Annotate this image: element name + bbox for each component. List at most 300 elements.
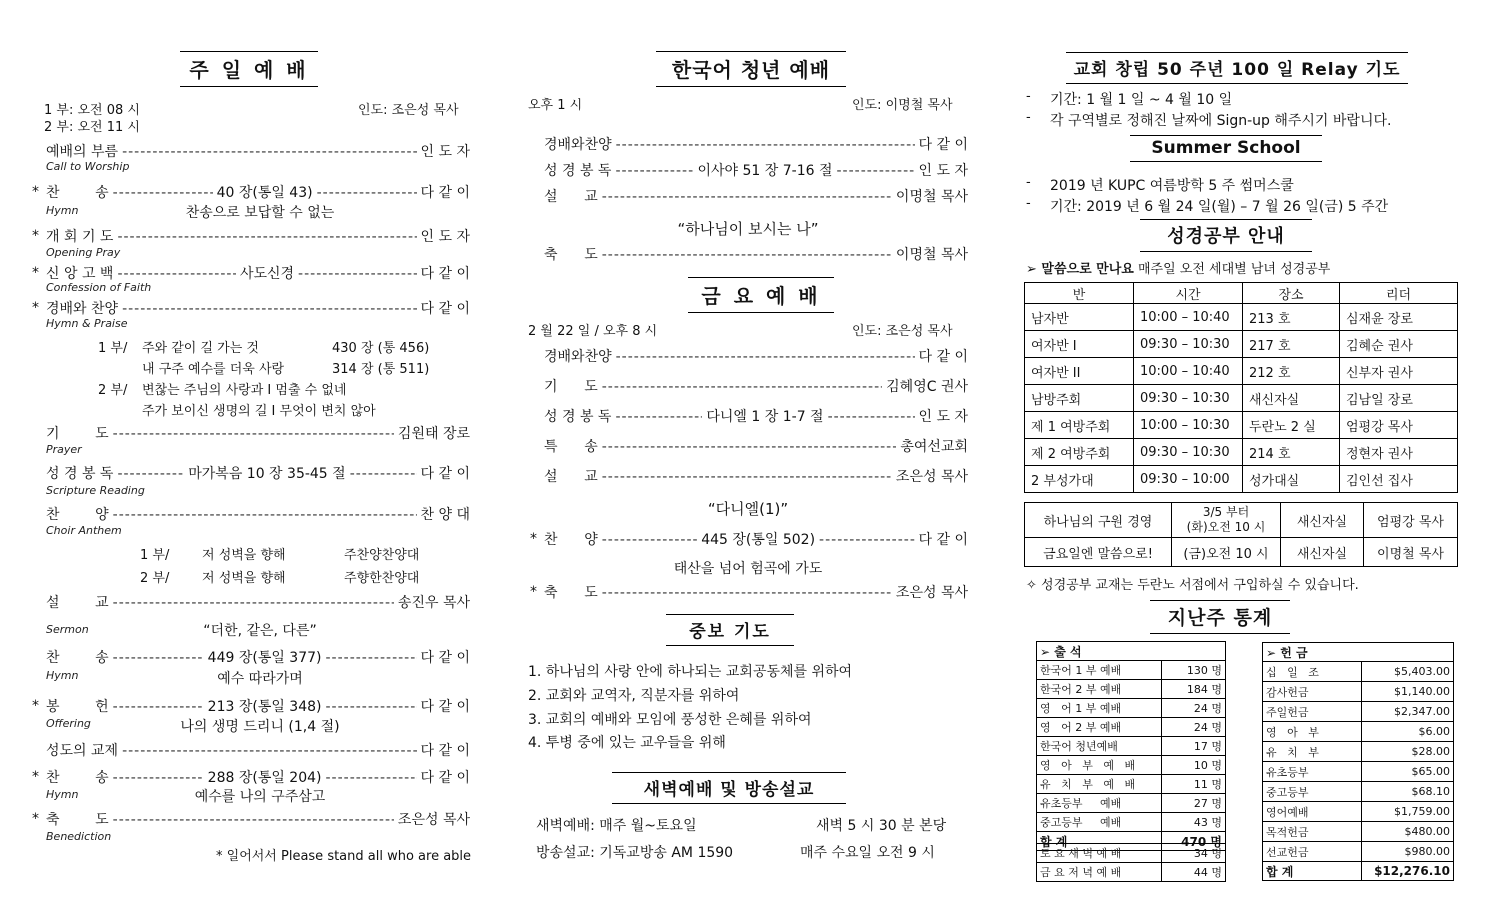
table-header-row	[1025, 283, 1458, 304]
order-label: 성 경 봉 독	[46, 466, 114, 482]
class-time: 09:30 – 10:00	[1134, 466, 1243, 493]
attendance-label: 한국어 1 부 예배	[1037, 661, 1162, 680]
prayer-item: 2. 교회와 교역자, 직분자를 위하여	[528, 688, 740, 704]
attendance-value: 34 명	[1162, 844, 1226, 863]
dotted-leader	[113, 185, 213, 201]
order-detail: 213 장(통일 348)	[207, 699, 322, 715]
broadcast-info: 방송설교: 기독교방송 AM 1590	[536, 845, 734, 861]
table-row	[1025, 331, 1458, 358]
dotted-leader	[616, 137, 915, 153]
class-name: 제 1 여방주회	[1025, 412, 1134, 439]
praise-num: 430 장 (통 456)	[332, 341, 430, 356]
order-label: 축 도	[544, 585, 598, 601]
friday-hymn-sub: 태산을 넘어 험곡에 가도	[673, 561, 823, 577]
praise-num: 314 장 (통 511)	[332, 362, 430, 377]
class-leader: 엄평강 목사	[1364, 503, 1458, 538]
order-person: 인 도 자	[918, 163, 969, 179]
standing-mark: *	[32, 265, 39, 281]
attendance-value: 10 명	[1162, 756, 1226, 775]
order-label: 봉 헌	[46, 699, 109, 715]
order-item	[46, 141, 470, 161]
order-person: 인 도 자	[918, 409, 968, 425]
youth-leader: 인도: 이명철 목사	[852, 98, 953, 113]
offering-value: $5,403.00	[1362, 662, 1454, 682]
order-label: 경배와찬양	[544, 349, 612, 365]
standing-mark: *	[32, 811, 39, 827]
order-person: 인 도 자	[420, 144, 470, 160]
order-english: Hymn & Praise	[46, 317, 128, 330]
attendance-value: 43 명	[1162, 813, 1226, 832]
order-person: 찬 양 대	[420, 507, 470, 523]
dawn-worship-time: 새벽 5 시 30 분 본당	[816, 818, 947, 834]
class-room: 213 호	[1243, 304, 1340, 331]
order-person: 다 같 이	[918, 532, 968, 548]
offering-label: 주일헌금	[1263, 702, 1362, 722]
summer-school-title: Summer School	[1130, 135, 1322, 162]
youth-worship-title: 한국어 청년 예배	[656, 51, 846, 87]
dotted-leader	[122, 301, 416, 317]
table-row	[1037, 863, 1226, 882]
order-item	[544, 529, 968, 549]
order-person: 총여선교회	[900, 439, 968, 455]
dotted-leader	[113, 595, 394, 611]
attendance-value: 130 명	[1162, 661, 1226, 680]
table-row	[1263, 722, 1454, 742]
offering-value: $68.10	[1362, 782, 1454, 802]
dotted-leader	[602, 247, 892, 263]
praise-part: 2 부/	[98, 383, 128, 398]
dotted-leader	[602, 379, 882, 395]
order-english: Benediction	[46, 830, 112, 843]
order-item	[544, 466, 968, 486]
offering-label: 중고등부	[1263, 782, 1362, 802]
class-name: 하나님의 구원 경영	[1025, 503, 1172, 538]
order-subtitle: 예수를 나의 구주삼고	[194, 789, 326, 805]
offering-value: $28.00	[1362, 742, 1454, 762]
order-detail: 449 장(통일 377)	[207, 650, 322, 666]
order-english: Sermon	[46, 623, 89, 636]
table-row	[1025, 439, 1458, 466]
order-detail: 사도신경	[239, 266, 295, 282]
order-label: 축 도	[544, 247, 598, 263]
order-detail: 288 장(통일 204)	[207, 770, 322, 786]
order-person: 이명철 목사	[895, 247, 968, 263]
col-header: 장소	[1243, 283, 1340, 304]
choir-team: 주찬양찬양대	[344, 548, 420, 563]
table-row	[1025, 358, 1458, 385]
offering-value: $1,759.00	[1362, 802, 1454, 822]
class-time: 10:00 – 10:40	[1134, 304, 1243, 331]
order-subtitle: 찬송으로 보답할 수 없는	[185, 205, 335, 221]
order-label: 기 도	[544, 379, 598, 395]
relay-item: 기간: 1 월 1 일 ~ 4 월 10 일	[1050, 92, 1233, 108]
choir-team: 주향한찬양대	[344, 571, 420, 586]
offering-label: 목적헌금	[1263, 822, 1362, 842]
dotted-leader	[113, 699, 204, 715]
order-label: 찬 양	[544, 532, 598, 548]
order-person: 다 같 이	[420, 466, 470, 482]
class-room: 새신자실	[1281, 538, 1364, 567]
table-row	[1037, 756, 1226, 775]
order-detail: 마가복음 10 장 35-45 절	[188, 466, 346, 482]
order-label: 설 교	[544, 189, 598, 205]
order-label: 축 도	[46, 812, 109, 828]
order-label: 예배의 부름	[46, 144, 119, 160]
class-leader: 엄평강 목사	[1340, 412, 1458, 439]
summer-item: 기간: 2019 년 6 월 24 일(월) – 7 월 26 일(금) 5 주간	[1050, 199, 1389, 215]
order-label: 경배와찬양	[544, 137, 612, 153]
class-time	[1172, 503, 1281, 538]
order-item	[544, 376, 968, 396]
offering-label: 감사헌금	[1263, 682, 1362, 702]
order-item	[544, 436, 968, 456]
summer-bullet: -	[1026, 175, 1031, 190]
col-header: 리더	[1340, 283, 1458, 304]
table-row	[1037, 794, 1226, 813]
order-english: Call to Worship	[46, 160, 130, 173]
order-english: Prayer	[46, 443, 82, 456]
table-row	[1025, 304, 1458, 331]
offering-table	[1262, 642, 1454, 881]
table-row	[1037, 661, 1226, 680]
order-subtitle: 예수 따라가며	[217, 671, 303, 687]
attendance-head: ➢ 출 석	[1037, 642, 1226, 661]
table-row	[1263, 742, 1454, 762]
dotted-leader	[615, 163, 693, 179]
dotted-leader	[326, 650, 417, 666]
offering-label: 영 아 부	[1263, 722, 1362, 742]
class-name: 제 2 여방주회	[1025, 439, 1134, 466]
order-detail: 40 장(통일 43)	[216, 185, 313, 201]
order-person: 다 같 이	[420, 699, 470, 715]
attendance-table	[1036, 641, 1226, 851]
attendance-label: 금 요 저 녁 예 배	[1037, 863, 1162, 882]
standing-mark: *	[32, 228, 39, 244]
attendance-head-row	[1037, 642, 1226, 661]
bible-extra-table	[1024, 502, 1458, 567]
order-english: Confession of Faith	[46, 281, 152, 294]
standing-mark: *	[32, 769, 39, 785]
offering-head: ➢ 헌 금	[1263, 643, 1454, 662]
order-label: 찬 송	[46, 185, 109, 201]
praise-song: 주와 같이 길 가는 것	[142, 341, 259, 356]
table-row	[1037, 699, 1226, 718]
relay-item: 각 구역별로 정해진 날짜에 Sign-up 해주시기 바랍니다.	[1050, 113, 1392, 129]
dotted-leader	[616, 349, 915, 365]
order-person: 김원태 장로	[397, 426, 470, 442]
order-item	[544, 406, 968, 426]
attendance-value: 44 명	[1162, 863, 1226, 882]
class-leader: 신부자 권사	[1340, 358, 1458, 385]
dotted-leader	[117, 229, 416, 245]
dotted-leader	[828, 409, 915, 425]
class-leader: 이명철 목사	[1364, 538, 1458, 567]
dotted-leader	[113, 507, 417, 523]
table-row	[1025, 503, 1458, 538]
table-row	[1263, 802, 1454, 822]
dotted-leader	[602, 469, 892, 485]
service-time-1: 1 부: 오전 08 시	[44, 103, 140, 118]
offering-value: $65.00	[1362, 762, 1454, 782]
class-time-text: (화)오전 10 시	[1186, 520, 1266, 534]
dotted-leader	[326, 699, 417, 715]
order-item	[46, 592, 470, 612]
dotted-leader	[602, 439, 897, 455]
dotted-leader	[113, 426, 394, 442]
offering-total-value: $12,276.10	[1362, 862, 1454, 881]
order-english: Opening Pray	[46, 246, 121, 259]
choir-part: 2 부/	[140, 571, 170, 586]
choir-part: 1 부/	[140, 548, 170, 563]
table-row	[1263, 702, 1454, 722]
class-start: 3/5 부터	[1202, 505, 1250, 519]
dotted-leader	[298, 266, 416, 282]
praise-song: 주가 보이신 생명의 길 I 무엇이 변치 않아	[142, 404, 376, 419]
order-item	[544, 186, 968, 206]
order-person: 다 같 이	[420, 770, 470, 786]
dotted-leader	[326, 770, 417, 786]
attendance-total-label: 합 계	[1037, 832, 1162, 851]
dawn-worship-title: 새벽예배 및 방송설교	[612, 772, 846, 804]
order-person: 김혜영C 권사	[886, 379, 968, 395]
friday-leader: 인도: 조은성 목사	[852, 324, 953, 339]
order-person: 송진우 목사	[397, 595, 470, 611]
order-detail: 이사야 51 장 7-16 절	[697, 163, 833, 179]
offering-total-label: 합 계	[1263, 862, 1362, 881]
table-row	[1025, 466, 1458, 493]
youth-sermon-title: “하나님이 보시는 나”	[677, 220, 819, 238]
bible-study-title: 성경공부 안내	[1140, 219, 1312, 252]
dotted-leader	[602, 189, 892, 205]
class-name: 2 부성가대	[1025, 466, 1134, 493]
order-label: 경배와 찬양	[46, 301, 119, 317]
prayer-item: 4. 투병 중에 있는 교우들을 위해	[528, 735, 726, 751]
stats-title: 지난주 통계	[1150, 600, 1290, 634]
offering-total-row	[1263, 862, 1454, 881]
order-label: 찬 송	[46, 650, 109, 666]
order-label: 찬 송	[46, 770, 109, 786]
dotted-leader	[350, 466, 417, 482]
youth-time: 오후 1 시	[528, 98, 583, 113]
dotted-leader	[317, 185, 417, 201]
order-item	[46, 182, 470, 202]
order-person: 다 같 이	[918, 137, 968, 153]
attendance-value: 27 명	[1162, 794, 1226, 813]
order-person: 다 같 이	[918, 349, 968, 365]
praise-song: 변찮는 주님의 사랑과 I 멈출 수 없네	[142, 383, 347, 398]
table-row	[1263, 762, 1454, 782]
dotted-leader	[819, 532, 914, 548]
table-row	[1025, 412, 1458, 439]
dotted-leader	[615, 409, 702, 425]
class-room: 성가대실	[1243, 466, 1340, 493]
praise-song: 내 구주 예수를 더욱 사랑	[142, 362, 285, 377]
offering-value: $980.00	[1362, 842, 1454, 862]
order-english: Hymn	[46, 669, 79, 682]
class-name: 여자반 II	[1025, 358, 1134, 385]
offering-value: $480.00	[1362, 822, 1454, 842]
class-time: 10:00 – 10:40	[1134, 358, 1243, 385]
class-name: 여자반 I	[1025, 331, 1134, 358]
offering-label: 선교헌금	[1263, 842, 1362, 862]
order-label: 신 앙 고 백	[46, 266, 114, 282]
table-row	[1037, 813, 1226, 832]
class-leader: 심재윤 장로	[1340, 304, 1458, 331]
offering-label: 유 치 부	[1263, 742, 1362, 762]
bible-intro-rest: 매주일 오전 세대별 남녀 성경공부	[1138, 262, 1331, 277]
order-english: Hymn	[46, 788, 79, 801]
order-item	[46, 647, 470, 667]
table-row	[1037, 680, 1226, 699]
offering-value: $6.00	[1362, 722, 1454, 742]
dawn-worship-info: 새벽예배: 매주 월~토요일	[536, 818, 697, 834]
order-person: 조은성 목사	[397, 812, 470, 828]
order-label: 개 회 기 도	[46, 229, 114, 245]
order-item	[46, 226, 470, 246]
attendance-label: 영 어 2 부 예배	[1037, 718, 1162, 737]
order-detail: 445 장(통일 502)	[701, 532, 816, 548]
class-name: 남방주회	[1025, 385, 1134, 412]
class-room: 214 호	[1243, 439, 1340, 466]
bible-intro	[1026, 258, 1330, 277]
order-english: Offering	[46, 717, 91, 730]
order-person: 다 같 이	[420, 266, 471, 282]
class-time: 09:30 – 10:30	[1134, 439, 1243, 466]
class-room: 212 호	[1243, 358, 1340, 385]
class-time: 09:30 – 10:30	[1134, 385, 1243, 412]
offering-label: 십 일 조	[1263, 662, 1362, 682]
order-item	[46, 740, 470, 760]
table-row	[1037, 844, 1226, 863]
attendance-label: 유 치 부 예 배	[1037, 775, 1162, 794]
attendance-total-value: 470 명	[1162, 832, 1226, 851]
service-time-2: 2 부: 오전 11 시	[44, 120, 140, 135]
order-label: 설 교	[46, 595, 109, 611]
stand-footnote: * 일어서서 Please stand all who are able	[216, 849, 472, 864]
order-detail: 다니엘 1 장 1-7 절	[706, 409, 824, 425]
order-person: 다 같 이	[420, 743, 470, 759]
class-leader: 김남일 장로	[1340, 385, 1458, 412]
sunday-worship-title: 주 일 예 배	[180, 51, 318, 87]
intercession-title: 중보 기도	[666, 614, 794, 646]
order-person: 다 같 이	[420, 301, 470, 317]
bible-intro-bold: ➢ 말씀으로 만나요	[1026, 262, 1134, 277]
order-item	[46, 423, 470, 443]
praise-part: 1 부/	[98, 341, 128, 356]
sunday-leader: 인도: 조은성 목사	[358, 103, 459, 118]
table-row	[1037, 737, 1226, 756]
attendance-label: 한국어 2 부 예배	[1037, 680, 1162, 699]
order-item	[544, 582, 968, 602]
choir-song: 저 성벽을 향해	[202, 548, 286, 563]
standing-mark: *	[32, 698, 39, 714]
order-item	[46, 298, 470, 318]
order-label: 성 경 봉 독	[544, 163, 612, 179]
friday-worship-title: 금 요 예 배	[688, 277, 834, 313]
table-row	[1263, 842, 1454, 862]
attendance-value: 24 명	[1162, 718, 1226, 737]
dotted-leader	[113, 812, 394, 828]
attendance-label: 토 요 새 벽 예 배	[1037, 844, 1162, 863]
order-label: 특 송	[544, 439, 598, 455]
order-person: 조은성 목사	[895, 585, 968, 601]
class-time: 09:30 – 10:30	[1134, 331, 1243, 358]
offering-head-row	[1263, 643, 1454, 662]
order-subtitle: 나의 생명 드리니 (1,4 절)	[180, 719, 340, 735]
dotted-leader	[117, 266, 235, 282]
class-name: 금요일엔 말씀으로!	[1025, 538, 1172, 567]
order-item	[46, 767, 470, 787]
attendance-label: 유초등부 예배	[1037, 794, 1162, 813]
dotted-leader	[113, 650, 204, 666]
col-header: 시간	[1134, 283, 1243, 304]
table-row	[1037, 775, 1226, 794]
order-subtitle: “더한, 같은, 다른”	[203, 623, 317, 639]
order-person: 다 같 이	[420, 650, 470, 666]
order-item	[46, 696, 470, 716]
class-leader: 김인선 집사	[1340, 466, 1458, 493]
class-time: (금)오전 10 시	[1172, 538, 1281, 567]
attendance-label: 중고등부 예배	[1037, 813, 1162, 832]
dotted-leader	[117, 466, 184, 482]
friday-time: 2 월 22 일 / 오후 8 시	[528, 324, 658, 339]
dotted-leader	[122, 743, 416, 759]
order-item	[544, 160, 968, 180]
dotted-leader	[602, 532, 697, 548]
bible-study-table	[1024, 282, 1458, 493]
standing-mark: *	[530, 584, 537, 600]
relay-bullet: -	[1026, 110, 1031, 125]
attendance-label: 영 아 부 예 배	[1037, 756, 1162, 775]
table-row	[1263, 682, 1454, 702]
table-row	[1037, 718, 1226, 737]
table-row	[1025, 538, 1458, 567]
class-room: 두란노 2 실	[1243, 412, 1340, 439]
bible-note: ✧ 성경공부 교재는 두란노 서점에서 구입하실 수 있습니다.	[1026, 578, 1359, 593]
class-name: 남자반	[1025, 304, 1134, 331]
class-room: 새신자실	[1243, 385, 1340, 412]
offering-value: $2,347.00	[1362, 702, 1454, 722]
prayer-item: 1. 하나님의 사랑 안에 하나되는 교회공동체를 위하여	[528, 664, 853, 680]
prayer-item: 3. 교회의 예배와 모임에 풍성한 은혜를 위하여	[528, 712, 812, 728]
summer-item: 2019 년 KUPC 여름방학 5 주 썸머스쿨	[1050, 178, 1294, 194]
order-item	[46, 463, 470, 483]
order-label: 성도의 교제	[46, 743, 119, 759]
dotted-leader	[113, 770, 204, 786]
order-label: 설 교	[544, 469, 598, 485]
offering-label: 영어예배	[1263, 802, 1362, 822]
attendance-value: 24 명	[1162, 699, 1226, 718]
order-english: Choir Anthem	[46, 524, 122, 537]
dotted-leader	[122, 144, 416, 160]
choir-song: 저 성벽을 향해	[202, 571, 286, 586]
order-label: 성 경 봉 독	[544, 409, 612, 425]
table-row	[1263, 782, 1454, 802]
offering-value: $1,140.00	[1362, 682, 1454, 702]
class-room: 새신자실	[1281, 503, 1364, 538]
order-label: 찬 양	[46, 507, 109, 523]
dotted-leader	[602, 585, 892, 601]
order-person: 조은성 목사	[895, 469, 968, 485]
friday-sermon-title: “다니엘(1)”	[707, 500, 789, 518]
order-person: 다 같 이	[420, 185, 470, 201]
col-header: 반	[1025, 283, 1134, 304]
attendance-label: 영 어 1 부 예배	[1037, 699, 1162, 718]
attendance-extra-table	[1036, 843, 1226, 882]
attendance-value: 17 명	[1162, 737, 1226, 756]
dotted-leader	[837, 163, 915, 179]
order-item	[46, 809, 470, 829]
